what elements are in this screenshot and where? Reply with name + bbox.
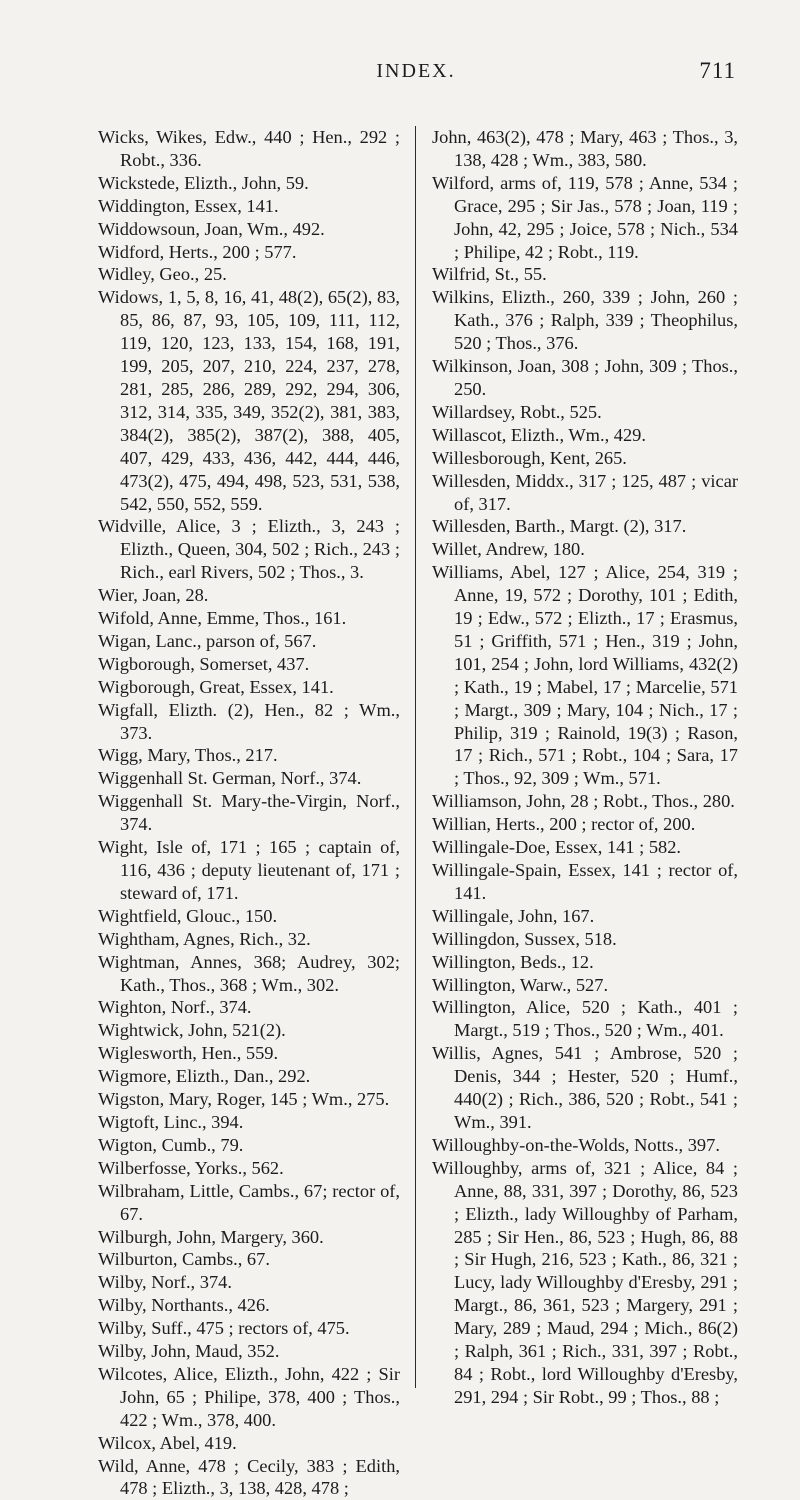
index-entry: Wight, Isle of, 171 ; 165 ; captain of, 116, 436 ; deputy lieutenant of, 171 ; steward of, 171. — [98, 837, 400, 903]
index-entry: Wilberfosse, Yorks., 562. — [98, 1157, 284, 1178]
index-heading: INDEX. — [376, 60, 456, 82]
index-entry: Wilcox, Abel, 419. — [98, 1432, 237, 1453]
index-entry: Williamson, John, 28 ; Robt., Thos., 280. — [432, 791, 735, 812]
index-entry: Willingdon, Sussex, 518. — [432, 928, 617, 949]
column-divider — [415, 126, 416, 1388]
index-entry: Wild, Anne, 478 ; Cecily, 383 ; Edith, 478 ; Elizth., 3, 138, 428, 478 ; — [98, 1455, 400, 1499]
index-entry: John, 463(2), 478 ; Mary, 463 ; Thos., 3, 138, 428 ; Wm., 383, 580. — [432, 127, 738, 170]
index-entry: Willoughby-on-the-Wolds, Notts., 397. — [432, 1134, 720, 1155]
index-entry: Wigborough, Great, Essex, 141. — [98, 676, 334, 697]
index-entry: Willingale-Spain, Essex, 141 ; rector of, 141. — [432, 860, 738, 903]
index-entry: Willington, Warw., 527. — [432, 974, 609, 995]
index-entry: Wigan, Lanc., parson of, 567. — [98, 630, 317, 651]
index-entry: Wilkins, Elizth., 260, 339 ; John, 260 ; Kath., 376 ; Ralph, 339 ; Theophilus, 520 ; Thos., 376. — [432, 287, 738, 354]
index-entry: Wilburton, Cambs., 67. — [98, 1249, 270, 1270]
index-entry: Wightham, Agnes, Rich., 32. — [98, 928, 311, 949]
index-entry: Wigton, Cumb., 79. — [98, 1134, 244, 1155]
index-entry: Willesden, Barth., Margt. (2), 317. — [432, 516, 687, 537]
index-entry: Willington, Beds., 12. — [432, 951, 594, 972]
index-entry: Wilby, John, Maud, 352. — [98, 1341, 280, 1362]
index-entry: Wiggenhall St. Mary-the-Virgin, Norf., 374. — [98, 791, 400, 835]
index-entry: Willingale, John, 167. — [432, 905, 595, 926]
index-entry: Wiggenhall St. German, Norf., 374. — [98, 768, 362, 789]
index-entry: Willardsey, Robt., 525. — [432, 401, 602, 422]
index-entry: Wightfield, Glouc., 150. — [98, 905, 278, 926]
page-header — [96, 58, 736, 90]
index-entry: Willington, Alice, 520 ; Kath., 401 ; Margt., 519 ; Thos., 520 ; Wm., 401. — [432, 997, 738, 1041]
index-entry: Widley, Geo., 25. — [98, 264, 227, 285]
index-entry: Wigfall, Elizth. (2), Hen., 82 ; Wm., 373. — [98, 699, 400, 743]
index-entry: Widows, 1, 5, 8, 16, 41, 48(2), 65(2), 83, 85, 86, 87, 93, 105, 109, 111, 112, 119, 120, 123, 133, 154, 168, 191, 199, 205, 207, 210, 224, 237, 278, 281, 285, 286, 289, 292, 294, 306, 312, 314, 335, 349, 352(2), 381, 383, 384(2), 385(2), 387(2), 388, 405, 407, 429, 433, 436, 442, 444, 446, 473(2), 475, 494, 498, 523, 531, 538, 542, 550, 552, 559. — [98, 287, 400, 514]
index-entry: Wilby, Northants., 426. — [98, 1295, 270, 1316]
index-entry: Widdington, Essex, 141. — [98, 195, 279, 216]
index-entry: Wier, Joan, 28. — [98, 585, 209, 606]
index-entry: Willesden, Middx., 317 ; 125, 487 ; vicar of, 317. — [432, 470, 738, 514]
index-column-left — [98, 126, 400, 1500]
index-entry: Wightman, Annes, 368; Audrey, 302; Kath., Thos., 368 ; Wm., 302. — [98, 951, 400, 995]
index-entry: Wighton, Norf., 374. — [98, 997, 252, 1018]
index-entry: Williams, Abel, 127 ; Alice, 254, 319 ; Anne, 19, 572 ; Dorothy, 101 ; Edith, 19 ; Edw., 572 ; Elizth., 17 ; Erasmus, 51 ; Griffith, 571 ; Hen., 319 ; John, 101, 254 ; John, lord Williams, 432(2) ; Kath., 19 ; Mabel, 17 ; Marcelie, 571 ; Margt., 309 ; Mary, 104 ; Nich., 17 ; Philip, 319 ; Rainold, 19(3) ; Rason, 17 ; Rich., 571 ; Robt., 104 ; Sara, 17 ; Thos., 92, 309 ; Wm., 571. — [432, 562, 738, 789]
index-entry: Wifold, Anne, Emme, Thos., 161. — [98, 608, 347, 629]
index-entry: Wigtoft, Linc., 394. — [98, 1111, 244, 1132]
index-entry: Wilford, arms of, 119, 578 ; Anne, 534 ; Grace, 295 ; Sir Jas., 578 ; Joan, 119 ; John, 42, 295 ; Joice, 578 ; Nich., 534 ; Philipe, 42 ; Robt., 119. — [432, 172, 738, 262]
index-entry: Wigborough, Somerset, 437. — [98, 653, 310, 674]
index-entry: Wilby, Suff., 475 ; rectors of, 475. — [98, 1318, 350, 1339]
index-entry: Wigston, Mary, Roger, 145 ; Wm., 275. — [98, 1089, 390, 1110]
index-entry: Willian, Herts., 200 ; rector of, 200. — [432, 814, 696, 835]
index-entry: Willis, Agnes, 541 ; Ambrose, 520 ; Denis, 344 ; Hester, 520 ; Humf., 440(2) ; Rich., 386, 520 ; Robt., 541 ; Wm., 391. — [432, 1043, 738, 1132]
index-entry: Willet, Andrew, 180. — [432, 539, 585, 560]
index-entry: Willoughby, arms of, 321 ; Alice, 84 ; Anne, 88, 331, 397 ; Dorothy, 86, 523 ; Elizth., lady Willoughby of Parham, 285 ; Sir Hen., 86, 523 ; Hugh, 86, 88 ; Sir Hugh, 216, 523 ; Kath., 86, 321 ; Lucy, lady Willoughby d'Eresby, 291 ; Margt., 86, 361, 523 ; Margery, 291 ; Mary, 289 ; Maud, 294 ; Mich., 86(2) ; Ralph, 361 ; Rich., 331, 397 ; Robt., 84 ; Robt., lord Willoughby d'Eresby, 291, 294 ; Sir Robt., 99 ; Thos., 88 ; — [432, 1157, 738, 1407]
index-entry: Widdowsoun, Joan, Wm., 492. — [98, 218, 325, 239]
index-entry: Willingale-Doe, Essex, 141 ; 582. — [432, 837, 682, 858]
index-entry: Wilby, Norf., 374. — [98, 1272, 232, 1293]
index-entry: Wigg, Mary, Thos., 217. — [98, 745, 278, 766]
page-number: 711 — [699, 58, 736, 83]
index-entry: Wickstede, Elizth., John, 59. — [98, 172, 309, 193]
index-entry: Wightwick, John, 521(2). — [98, 1020, 286, 1041]
index-entry: Willascot, Elizth., Wm., 429. — [432, 424, 646, 445]
index-entry: Wicks, Wikes, Edw., 440 ; Hen., 292 ; Robt., 336. — [98, 127, 400, 170]
index-column-right — [432, 126, 738, 1409]
index-entry: Wigmore, Elizth., Dan., 292. — [98, 1066, 311, 1087]
index-entry: Wilbraham, Little, Cambs., 67; rector of, 67. — [98, 1180, 400, 1224]
index-entry: Widville, Alice, 3 ; Elizth., 3, 243 ; Elizth., Queen, 304, 502 ; Rich., 243 ; Rich., earl Rivers, 502 ; Thos., 3. — [98, 516, 400, 583]
index-entry: Wiglesworth, Hen., 559. — [98, 1043, 279, 1064]
index-entry: Wilfrid, St., 55. — [432, 264, 547, 285]
index-entry: Widford, Herts., 200 ; 577. — [98, 241, 297, 262]
index-entry: Wilkinson, Joan, 308 ; John, 309 ; Thos., 250. — [432, 356, 738, 399]
index-entry: Wilcotes, Alice, Elizth., John, 422 ; Sir John, 65 ; Philipe, 378, 400 ; Thos., 422 ; Wm., 378, 400. — [98, 1363, 400, 1430]
index-entry: Willesborough, Kent, 265. — [432, 447, 627, 468]
index-entry: Wilburgh, John, Margery, 360. — [98, 1226, 324, 1247]
